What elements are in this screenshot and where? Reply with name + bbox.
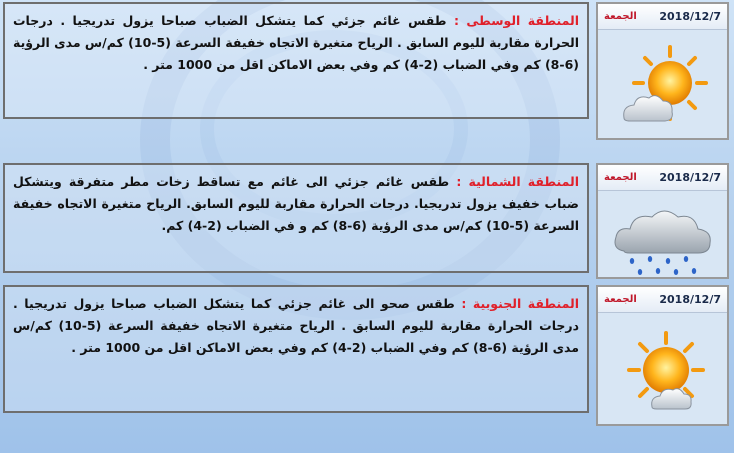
- region-name: المنطقة الوسطى :: [453, 13, 579, 28]
- region-name: المنطقة الشمالية :: [456, 174, 579, 189]
- date-label: 2018/12/7: [659, 171, 721, 184]
- forecast-side-panel: [596, 163, 729, 279]
- forecast-side-panel: [596, 285, 729, 426]
- day-label: الجمعة: [604, 11, 637, 22]
- forecast-text: طقس غائم جزئي الى غائم مع تساقط زخات مطر متفرقة ويتشكل ضباب خفيف يزول تدريجيا. درجات الحرارة مقاربة لليوم السابق. الرياح متغيرة الاتجاه خفيفة السرعة (5-10) كم/س مدى الرؤية (6-8) كم و في الضباب (2-4) كم.: [13, 174, 579, 233]
- sun-partly-cloudy-icon: [616, 331, 708, 417]
- date-strip: [598, 165, 727, 191]
- forecast-text: طقس صحو الى غائم جزئي كما يتشكل الضباب صباحا يزول تدريجيا . درجات الحرارة مقاربة لليوم السابق . الرياح متغيرة الاتجاه خفيفة السرعة (5-10) كم/س مدى الرؤية (6-8) كم وفي الضباب (2-4) كم وفي بعض الاماكن اقل من 1000 متر .: [13, 296, 580, 355]
- forecast-text: طقس غائم جزئي كما يتشكل الضباب صباحا يزول تدريجيا . درجات الحرارة مقاربة لليوم السابق . الرياح متغيرة الاتجاه خفيفة السرعة (5-10) كم/س مدى الرؤية (6-8) كم وفي الضباب (2-4) كم وفي بعض الاماكن اقل من 1000 متر .: [13, 13, 580, 72]
- day-label: الجمعة: [604, 294, 637, 305]
- day-label: الجمعة: [604, 172, 637, 183]
- date-label: 2018/12/7: [659, 293, 721, 306]
- date-strip: [598, 4, 727, 30]
- region-name: المنطقة الجنوبية :: [461, 296, 579, 311]
- sun-partly-cloudy-icon: [618, 44, 710, 130]
- forecast-text-box: [3, 285, 589, 413]
- forecast-text-box: [3, 163, 589, 273]
- date-strip: [598, 287, 727, 313]
- rain-cloud-icon: [610, 199, 718, 283]
- forecast-side-panel: [596, 2, 729, 140]
- date-label: 2018/12/7: [659, 10, 721, 23]
- forecast-text-box: [3, 2, 589, 119]
